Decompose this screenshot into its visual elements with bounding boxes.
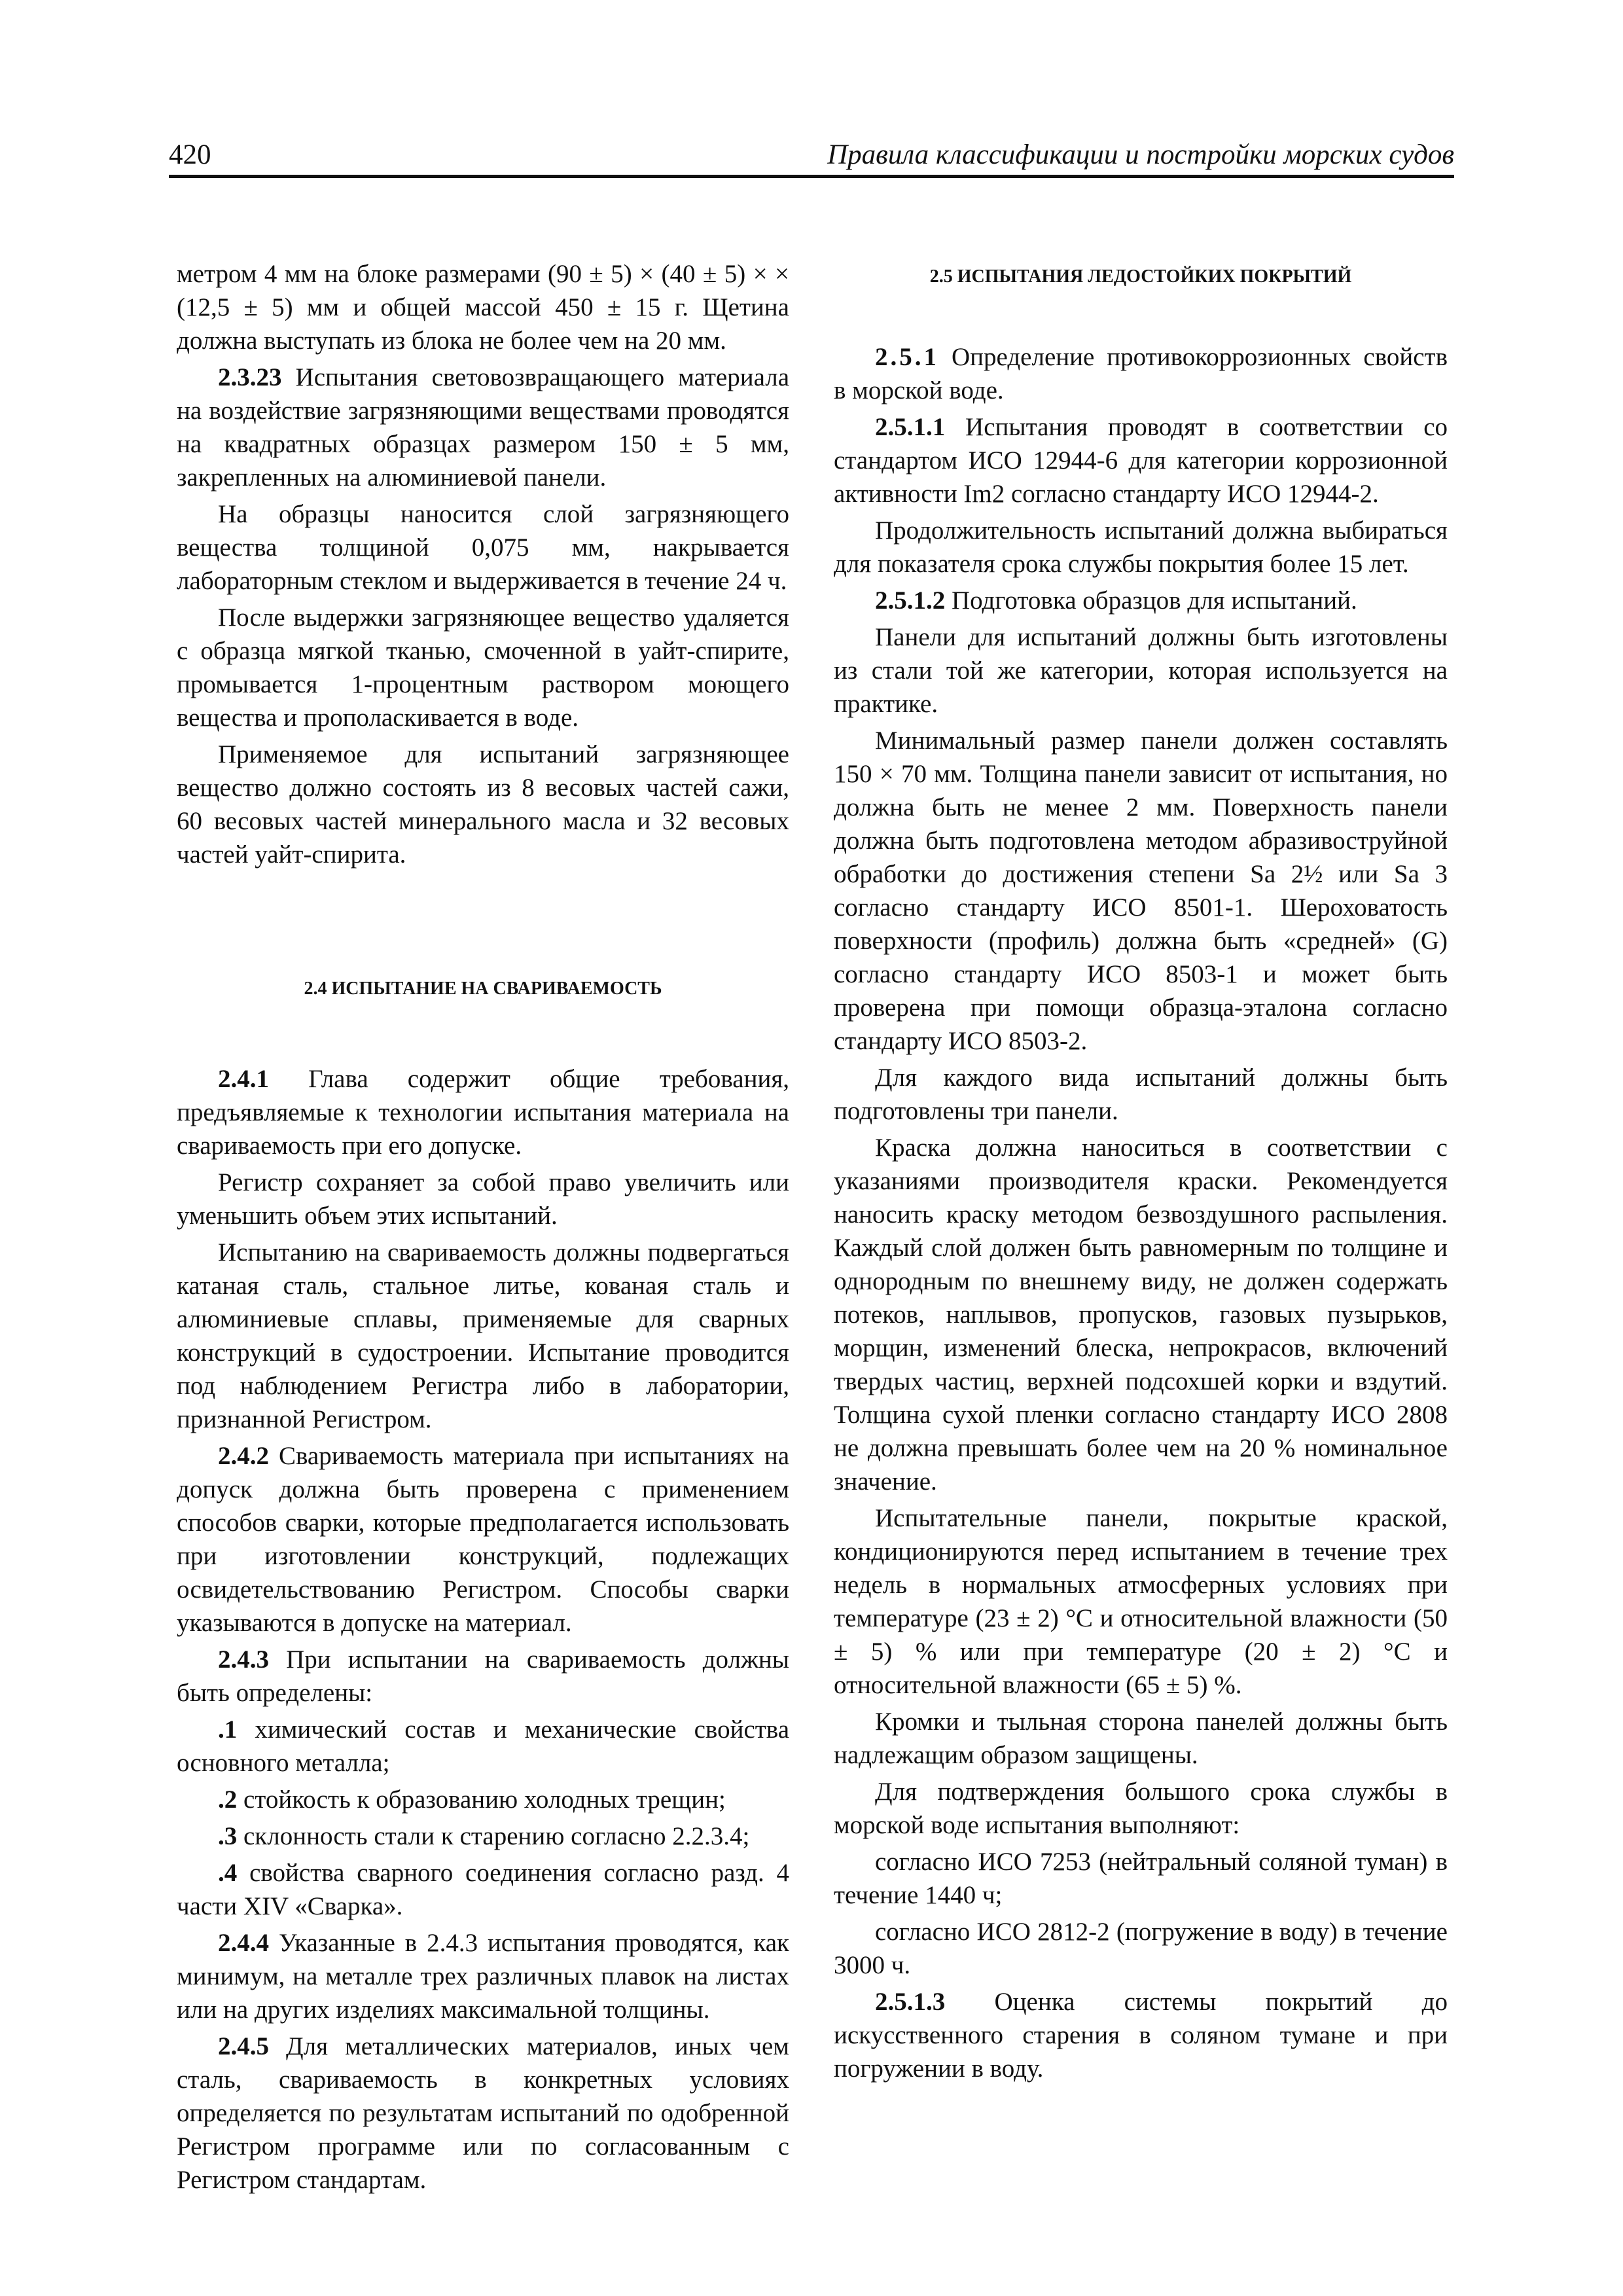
clause-number: 2.5.1 — [875, 343, 939, 371]
section-heading-2-4: 2.4 ИСПЫТАНИЕ НА СВАРИВАЕМОСТЬ — [304, 978, 662, 999]
clause-2-4-4 — [177, 1926, 789, 2026]
paragraph — [834, 620, 1448, 721]
clause-number: 2.5.1.2 — [875, 586, 946, 615]
paragraph — [834, 514, 1448, 581]
clause-text: Подготовка образцов для испытаний. — [952, 586, 1357, 615]
clause-text: Оценка системы покрытий до искусственного старения в соляном тумане и при погружении в воду. — [834, 1988, 1448, 2083]
paragraph-text: Испытательные панели, покрытые краской, кондиционируются перед испытанием в течение трех недель в нормальных атмосферных условиях при температуре (23 ± 2) °С и относительной влажности (50 ± 5) % или при температуре (20 ± 2) °С и относительной влажности (65 ± 5) %. — [834, 1504, 1448, 1699]
clause-number: 2.4.2 — [218, 1442, 269, 1470]
clause-number: 2.4.3 — [218, 1645, 269, 1674]
paragraph — [177, 1166, 789, 1232]
section-heading-2-5: 2.5 ИСПЫТАНИЯ ЛЕДОСТОЙКИХ ПОКРЫТИЙ — [929, 266, 1352, 287]
running-title: Правила классификации и постройки морских судов — [827, 139, 1454, 170]
list-item-number: .2 — [218, 1785, 238, 1814]
header-rule — [169, 175, 1454, 178]
page-number: 420 — [169, 139, 211, 170]
clause-number: 2.5.1.1 — [875, 413, 946, 441]
list-item-text: стойкость к образованию холодных трещин; — [243, 1785, 726, 1814]
paragraph — [834, 1501, 1448, 1702]
clause-number: 2.3.23 — [218, 363, 282, 391]
list-item-number: .1 — [218, 1715, 238, 1744]
left-column — [177, 257, 789, 2200]
clause-number: 2.4.1 — [218, 1065, 269, 1093]
spacer — [177, 1002, 789, 1062]
paragraph-text: Для каждого вида испытаний должны быть подготовлены три панели. — [834, 1064, 1448, 1125]
clause-text: Испытания световозвращающего материала на воздействие загрязняющими веществами проводятся на квадратных образцах размером 150 ± 5 мм, закрепленных на алюминиевой панели. — [177, 363, 789, 492]
paragraph — [177, 257, 789, 357]
paragraph-text: Применяемое для испытаний загрязняющее вещество должно состоять из 8 весовых частей сажи, 60 весовых частей минерального масла и 32 весовых частей уайт-спирита. — [177, 740, 789, 869]
clause-text: Свариваемость материала при испытаниях на допуск должна быть проверена с применением способов сварки, которые предполагается использовать при изготовлении конструкций, подлежащих освидетельствованию Регистром. Способы сварки указываются в допуске на материал. — [177, 1442, 789, 1637]
list-item-text: химический состав и механические свойства основного металла; — [177, 1715, 790, 1777]
paragraph — [834, 1705, 1448, 1772]
paragraph — [834, 724, 1448, 1058]
spacer — [834, 290, 1448, 340]
paragraph-text: Испытанию на свариваемость должны подвергаться катаная сталь, стальное литье, кованая сталь и алюминиевые сплавы, применяемые для сварных конструкций в судостроении. Испытание проводится под наблюдением Регистра либо в лаборатории, признанной Регистром. — [177, 1238, 789, 1433]
clause-2-4-2 — [177, 1439, 789, 1640]
paragraph — [177, 601, 789, 734]
list-item-text: свойства сварного соединения согласно разд. 4 части XIV «Сварка». — [177, 1859, 790, 1920]
paragraph-text: Продолжительность испытаний должна выбираться для показателя срока службы покрытия более 15 лет. — [834, 516, 1448, 578]
list-item — [177, 1820, 789, 1853]
paragraph — [834, 1845, 1448, 1912]
list-item — [177, 1856, 789, 1923]
paragraph — [834, 1915, 1448, 1982]
clause-text: Испытания проводят в соответствии со стандартом ИСО 12944-6 для категории коррозионной активности Im2 согласно стандарту ИСО 12944-2. — [834, 413, 1448, 508]
clause-text: Глава содержит общие требования, предъявляемые к технологии испытания материала на свариваемость при его допуске. — [177, 1065, 790, 1160]
paragraph — [177, 738, 789, 871]
clause-text: При испытании на свариваемость должны быть определены: — [177, 1645, 790, 1707]
paragraph-text: метром 4 мм на блоке размерами (90 ± 5) × (40 ± 5) × × (12,5 ± 5) мм и общей массой 450 ± 15 г. Щетина должна выступать из блока не более чем на 20 мм. — [177, 260, 789, 355]
clause-2-5-1-3 — [834, 1985, 1448, 2085]
clause-number: 2.4.5 — [218, 2032, 269, 2060]
clause-text: Определение противокоррозионных свойств в морской воде. — [834, 343, 1448, 404]
paragraph-text: Регистр сохраняет за собой право увеличить или уменьшить объем этих испытаний. — [177, 1168, 789, 1230]
right-column — [834, 257, 1448, 2089]
clause-number: 2.4.4 — [218, 1929, 269, 1957]
paragraph — [834, 1061, 1448, 1128]
page-header — [169, 139, 1454, 178]
list-item — [177, 1783, 789, 1816]
list-item-number: .3 — [218, 1822, 238, 1850]
clause-2-5-1 — [834, 340, 1448, 407]
clause-2-4-3 — [177, 1643, 789, 1710]
clause-2-3-23 — [177, 361, 789, 494]
spacer — [177, 874, 789, 976]
paragraph-text: Минимальный размер панели должен составлять 150 × 70 мм. Толщина панели зависит от испытания, но должна быть не менее 2 мм. Поверхность панели должна быть подготовлена методом абразивоструйной обработки до достижения степени Sa 2½ или Sa 3 согласно стандарту ИСО 8501-1. Шероховатость поверхности (профиль) должна быть «средней» (G) согласно стандарту ИСО 8503-1 и может быть проверена при помощи образца-эталона согласно стандарту ИСО 8503-2. — [834, 726, 1448, 1055]
paragraph — [834, 1131, 1448, 1498]
paragraph-text: согласно ИСО 7253 (нейтральный соляной туман) в течение 1440 ч; — [834, 1848, 1448, 1909]
paragraph-text: Для подтверждения большого срока службы в морской воде испытания выполняют: — [834, 1778, 1448, 1839]
list-item-number: .4 — [218, 1859, 238, 1887]
clause-2-4-1 — [177, 1062, 789, 1162]
paragraph-text: Краска должна наноситься в соответствии с указаниями производителя краски. Рекомендуется наносить краску методом безвоздушного распыления. Каждый слой должен быть равномерным по толщине и однородным по внешнему виду, не должен содержать потеков, наплывов, пропусков, газовых пузырьков, морщин, изменений блеска, непрокрасов, включений твердых частиц, верхней подсохшей корки и вздутий. Толщина сухой пленки согласно стандарту ИСО 2808 не должна превышать более чем на 20 % номинальное значение. — [834, 1134, 1448, 1496]
clause-2-4-5 — [177, 2030, 789, 2197]
clause-text: Указанные в 2.4.3 испытания проводятся, как минимум, на металле трех различных плавок на листах или на других изделиях максимальной толщины. — [177, 1929, 789, 2024]
list-item-text: склонность стали к старению согласно 2.2.3.4; — [243, 1822, 750, 1850]
paragraph-text: После выдержки загрязняющее вещество удаляется с образца мягкой тканью, смоченной в уайт-спирите, промывается 1-процентным раствором моющего вещества и прополаскивается в воде. — [177, 603, 789, 732]
clause-2-5-1-1 — [834, 410, 1448, 511]
clause-2-5-1-2 — [834, 584, 1448, 617]
paragraph-text: Кромки и тыльная сторона панелей должны быть надлежащим образом защищены. — [834, 1708, 1448, 1769]
paragraph — [177, 1236, 789, 1436]
paragraph-text: Панели для испытаний должны быть изготовлены из стали той же категории, которая используется на практике. — [834, 623, 1448, 718]
clause-number: 2.5.1.3 — [875, 1988, 946, 2016]
clause-text: Для металлических материалов, иных чем сталь, свариваемость в конкретных условиях определяется по результатам испытаний по одобренной Регистром программе или по согласованным с Регистром стандартам. — [177, 2032, 789, 2194]
paragraph-text: На образцы наносится слой загрязняющего вещества толщиной 0,075 мм, накрывается лабораторным стеклом и выдерживается в течение 24 ч. — [177, 500, 789, 595]
list-item — [177, 1713, 789, 1780]
paragraph — [834, 1775, 1448, 1842]
paragraph-text: согласно ИСО 2812-2 (погружение в воду) в течение 3000 ч. — [834, 1918, 1448, 1979]
paragraph — [177, 497, 789, 598]
